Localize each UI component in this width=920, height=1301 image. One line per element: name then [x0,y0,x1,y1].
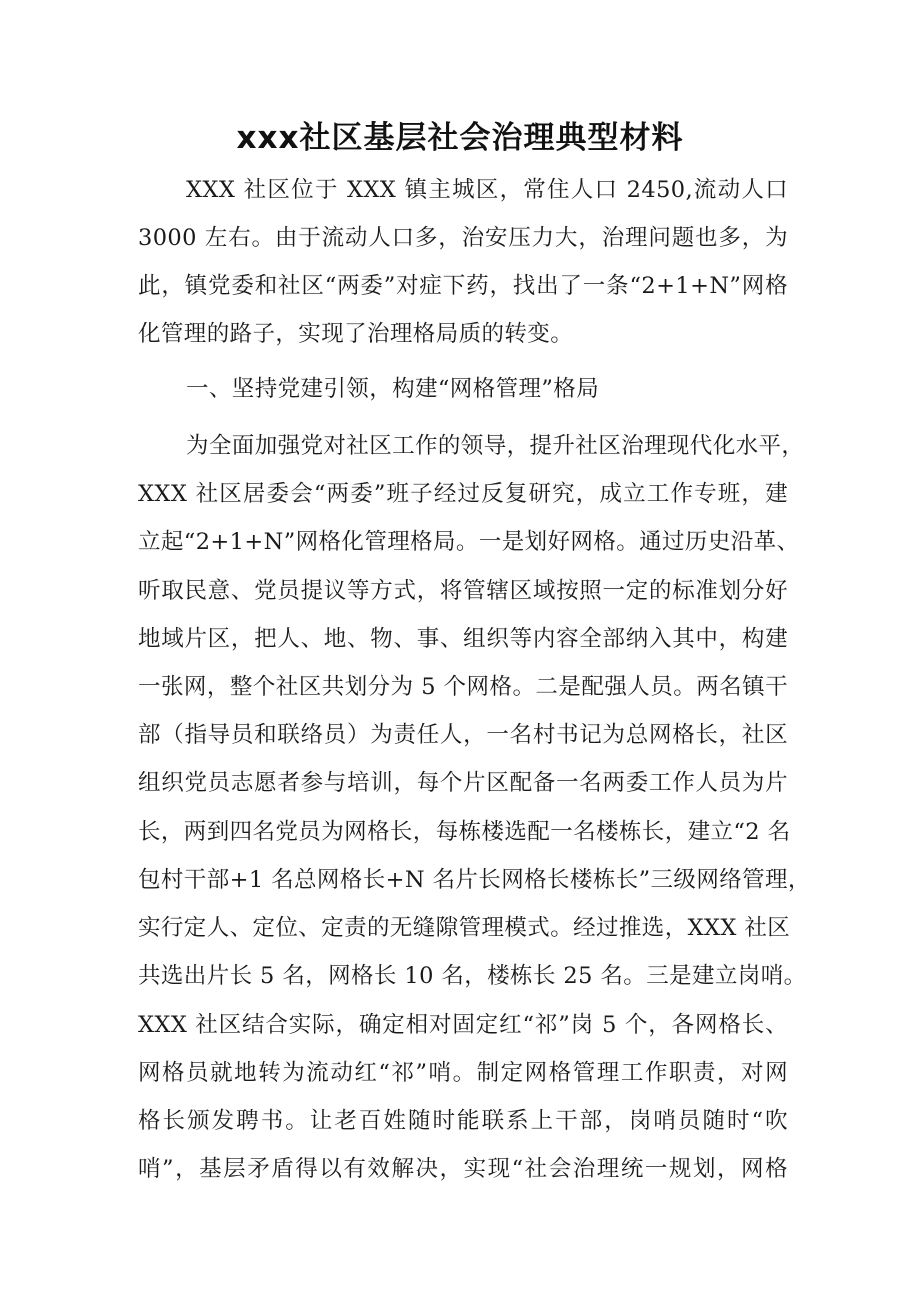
paragraph-line: 立起“2+1+N”网格化管理格局。一是划好网格。通过历史沿革、 [138,529,800,555]
paragraph-line: 一张网，整个社区共划分为 5 个网格。二是配强人员。两名镇干 [138,674,788,700]
section-heading: 一、坚持党建引领，构建“网格管理”格局 [186,376,600,402]
paragraph-line: 3000 左右。由于流动人口多，治安压力大，治理问题也多，为 [138,225,788,251]
document-title: xxx社区基层社会治理典型材料 [236,120,684,156]
paragraph-line: 长，两到四名党员为网格长，每栋楼选配一名楼栋长，建立“2 名 [138,819,791,845]
paragraph-line: 组织党员志愿者参与培训，每个片区配备一名两委工作人员为片 [138,770,788,796]
paragraph-line: XXX 社区结合实际，确定相对固定红“祁”岗 5 个，各网格长、 [138,1012,788,1038]
paragraph-line: 包村干部+1 名总网格长+N 名片长网格长楼栋长”三级网络管理， [138,867,811,893]
paragraph-line: 网格员就地转为流动红“祁”哨。制定网格管理工作职责，对网 [138,1060,788,1086]
paragraph-line: 化管理的路子，实现了治理格局质的转变。 [138,321,574,347]
paragraph-line: 地域片区，把人、地、物、事、组织等内容全部纳入其中，构建 [138,626,788,652]
paragraph-line: XXX 社区位于 XXX 镇主城区，常住人口 2450,流动人口 [186,177,788,203]
paragraph-line: 部（指导员和联络员）为责任人，一名村书记为总网格长，社区 [138,722,788,748]
paragraph-line: XXX 社区居委会“两委”班子经过反复研究，成立工作专班，建 [138,481,788,507]
paragraph-line: 格长颁发聘书。让老百姓随时能联系上干部，岗哨员随时“吹 [138,1108,788,1134]
paragraph-line: 实行定人、定位、定责的无缝隙管理模式。经过推选，XXX 社区 [138,915,791,941]
paragraph-line: 听取民意、党员提议等方式，将管辖区域按照一定的标准划分好 [138,578,788,604]
paragraph-line: 此，镇党委和社区“两委”对症下药，找出了一条“2+1+N”网格 [138,273,788,299]
paragraph-line: 哨”，基层矛盾得以有效解决，实现“社会治理统一规划，网格 [138,1156,788,1182]
paragraph-line: 为全面加强党对社区工作的领导，提升社区治理现代化水平， [186,433,805,459]
paragraph-line: 共选出片长 5 名，网格长 10 名，楼栋长 25 名。三是建立岗哨。 [138,963,807,989]
